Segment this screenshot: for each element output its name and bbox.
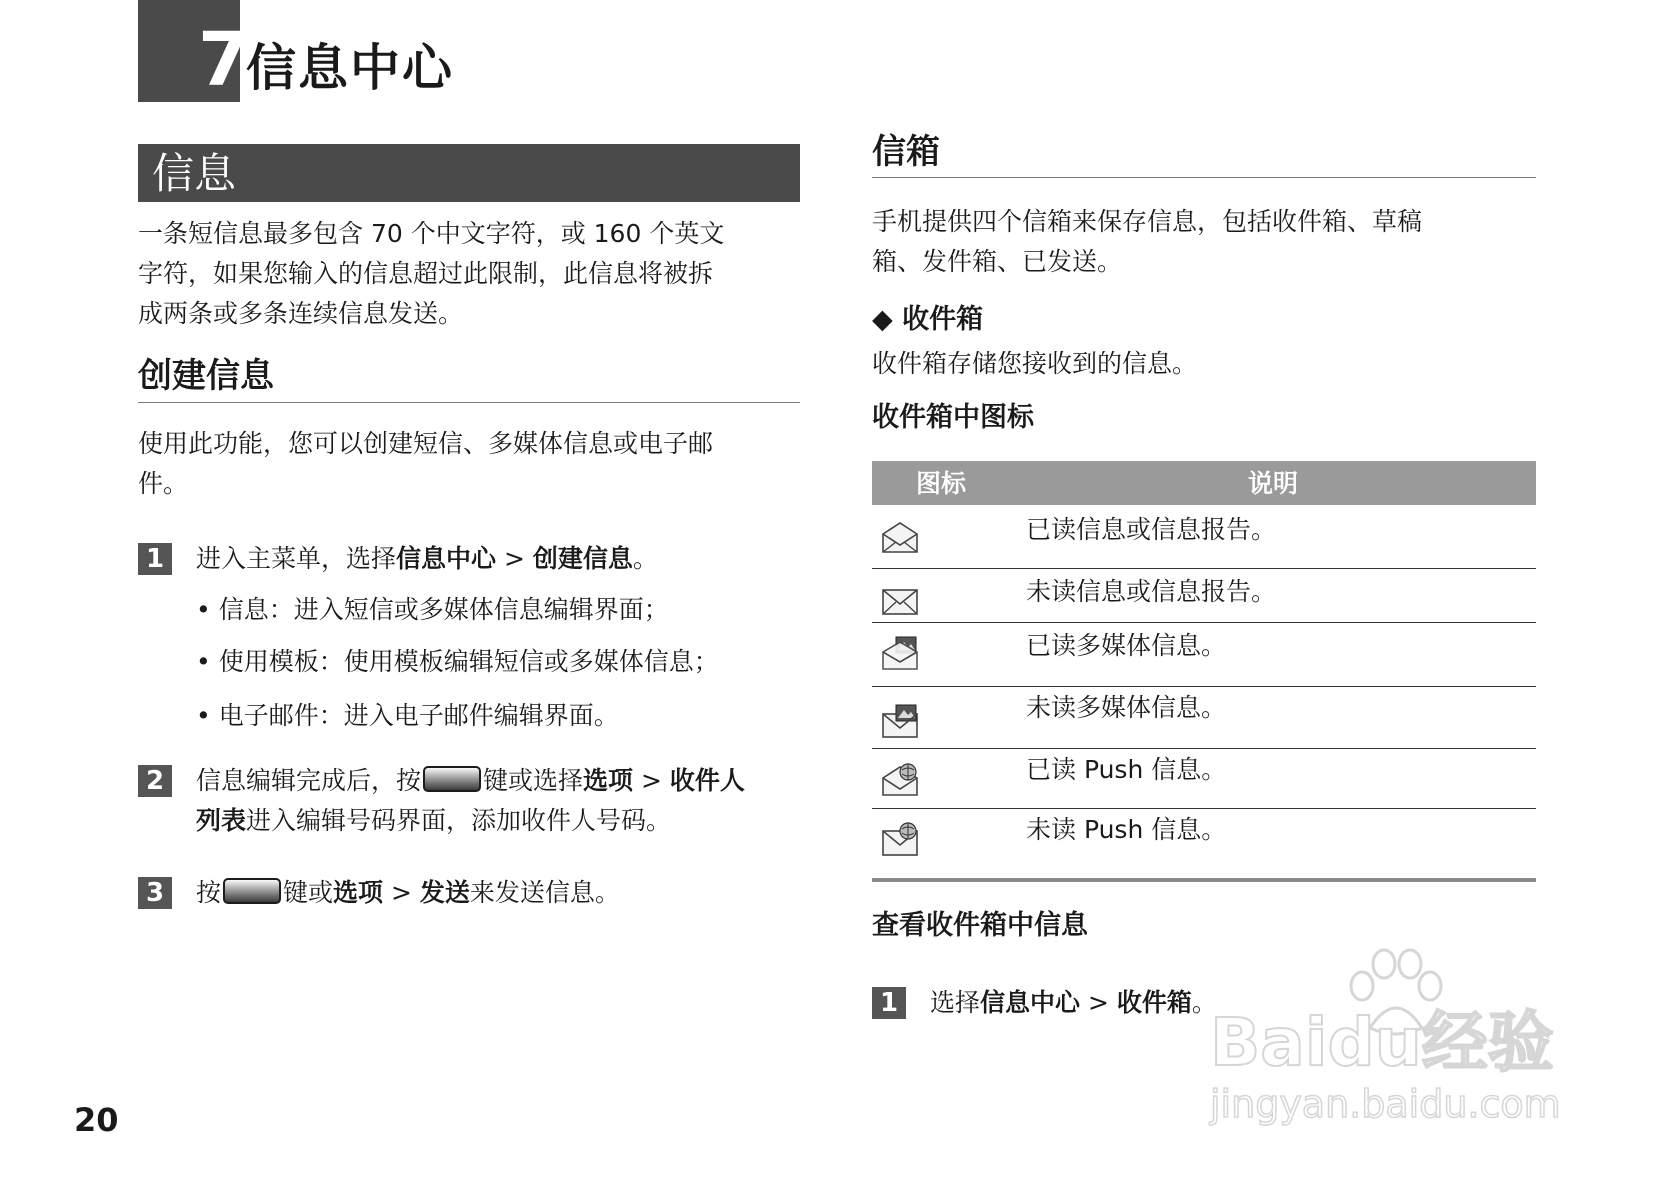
- mailbox-intro-line: 箱、发件箱、已发送。: [872, 247, 1123, 276]
- path-separator: >: [1080, 988, 1117, 1017]
- create-intro-line: 件。: [138, 469, 189, 498]
- column-header-icon: 图标: [916, 469, 967, 498]
- step-3-text: [196, 873, 816, 913]
- table-cell-description: 未读多媒体信息。: [1026, 693, 1227, 722]
- mailbox-heading: 信箱: [872, 132, 940, 172]
- step-2-text: [196, 761, 816, 841]
- table-bottom-border: [872, 878, 1536, 882]
- step-number-badge: 1: [138, 543, 172, 575]
- table-row-divider: [872, 622, 1536, 623]
- mailbox-intro: [872, 202, 1552, 282]
- bullet-item: • 信息：进入短信或多媒体信息编辑界面；: [196, 595, 669, 624]
- table-row-divider: [872, 808, 1536, 809]
- unread-message-icon: [880, 584, 920, 622]
- step-text: 进入编辑号码界面，添加收件人号码。: [246, 806, 672, 835]
- step-text: 来发送信息。: [469, 878, 620, 907]
- table-row-divider: [872, 686, 1536, 687]
- read-mms-icon: [880, 636, 920, 674]
- step-number-badge: 2: [138, 765, 172, 797]
- menu-path: 创建信息: [532, 544, 633, 573]
- intro-line: 一条短信息最多包含 70 个中文字符，或 160 个英文: [138, 219, 725, 248]
- menu-path: 信息中心: [396, 544, 497, 573]
- menu-path: 发送: [419, 878, 470, 907]
- step-number-badge: 1: [872, 987, 906, 1019]
- table-cell-description: 未读信息或信息报告。: [1026, 577, 1277, 606]
- create-intro-paragraph: [138, 424, 818, 504]
- step-text: 键或: [283, 878, 334, 907]
- table-cell-description: 已读多媒体信息。: [1026, 631, 1227, 660]
- intro-line: 成两条或多条连续信息发送。: [138, 299, 464, 328]
- unread-mms-icon: [880, 704, 920, 742]
- menu-path: 收件人: [669, 766, 745, 795]
- watermark-brand: Baidu经验: [1210, 1004, 1554, 1081]
- menu-path: 收件箱: [1116, 988, 1192, 1017]
- step-text: 进入主菜单，选择: [196, 544, 397, 573]
- section-banner-title: 信息: [152, 149, 237, 198]
- intro-paragraph: [138, 214, 818, 334]
- step-text: 信息编辑完成后，按: [196, 766, 422, 795]
- create-message-heading: 创建信息: [138, 356, 274, 396]
- intro-line: 字符，如果您输入的信息超过此限制，此信息将被拆: [138, 259, 714, 288]
- mailbox-intro-line: 手机提供四个信箱来保存信息，包括收件箱、草稿: [872, 207, 1423, 236]
- column-header-description: 说明: [1248, 469, 1299, 498]
- bullet-item: • 使用模板：使用模板编辑短信或多媒体信息；: [196, 647, 719, 676]
- menu-path: 列表: [196, 806, 247, 835]
- view-step-text: [930, 983, 1217, 1023]
- table-row-divider: [872, 748, 1536, 749]
- path-separator: >: [496, 544, 533, 573]
- step-text: 。: [1191, 988, 1217, 1017]
- heading-divider: [872, 177, 1536, 178]
- inbox-icons-heading: 收件箱中图标: [872, 402, 1034, 433]
- view-inbox-heading: 查看收件箱中信息: [872, 910, 1088, 941]
- table-row-divider: [872, 568, 1536, 569]
- step-text: 按: [196, 878, 222, 907]
- soft-key-icon: [423, 766, 481, 792]
- menu-path: 选项: [583, 766, 634, 795]
- inbox-description: 收件箱存储您接收到的信息。: [872, 349, 1198, 378]
- section-banner: [138, 144, 800, 202]
- page-number: 20: [74, 1101, 119, 1139]
- unread-push-icon: [880, 822, 920, 860]
- table-cell-description: 已读信息或信息报告。: [1026, 515, 1277, 544]
- chapter-title: 信息中心: [246, 39, 454, 97]
- step-text: 键或选择: [483, 766, 584, 795]
- heading-divider: [138, 402, 800, 403]
- step-text: 选择: [930, 988, 981, 1017]
- menu-path: 选项: [333, 878, 384, 907]
- soft-key-icon: [223, 878, 281, 904]
- baidu-watermark: [1200, 948, 1600, 1138]
- table-cell-description: 未读 Push 信息。: [1026, 815, 1227, 844]
- chapter-number: 7: [198, 17, 250, 103]
- bullet-item: • 电子邮件：进入电子邮件编辑界面。: [196, 701, 619, 730]
- watermark-url: jingyan.baidu.com: [1210, 1082, 1561, 1126]
- step-1-text: [196, 539, 816, 579]
- read-push-icon: [880, 762, 920, 800]
- inbox-heading: ◆ 收件箱: [872, 304, 984, 335]
- table-cell-description: 已读 Push 信息。: [1026, 755, 1227, 784]
- path-separator: >: [383, 878, 420, 907]
- icon-table-header: [872, 461, 1536, 505]
- read-message-icon: [880, 520, 920, 558]
- step-text: 。: [632, 544, 658, 573]
- path-separator: >: [633, 766, 670, 795]
- menu-path: 信息中心: [980, 988, 1081, 1017]
- step-number-badge: 3: [138, 877, 172, 909]
- create-intro-line: 使用此功能，您可以创建短信、多媒体信息或电子邮: [138, 429, 714, 458]
